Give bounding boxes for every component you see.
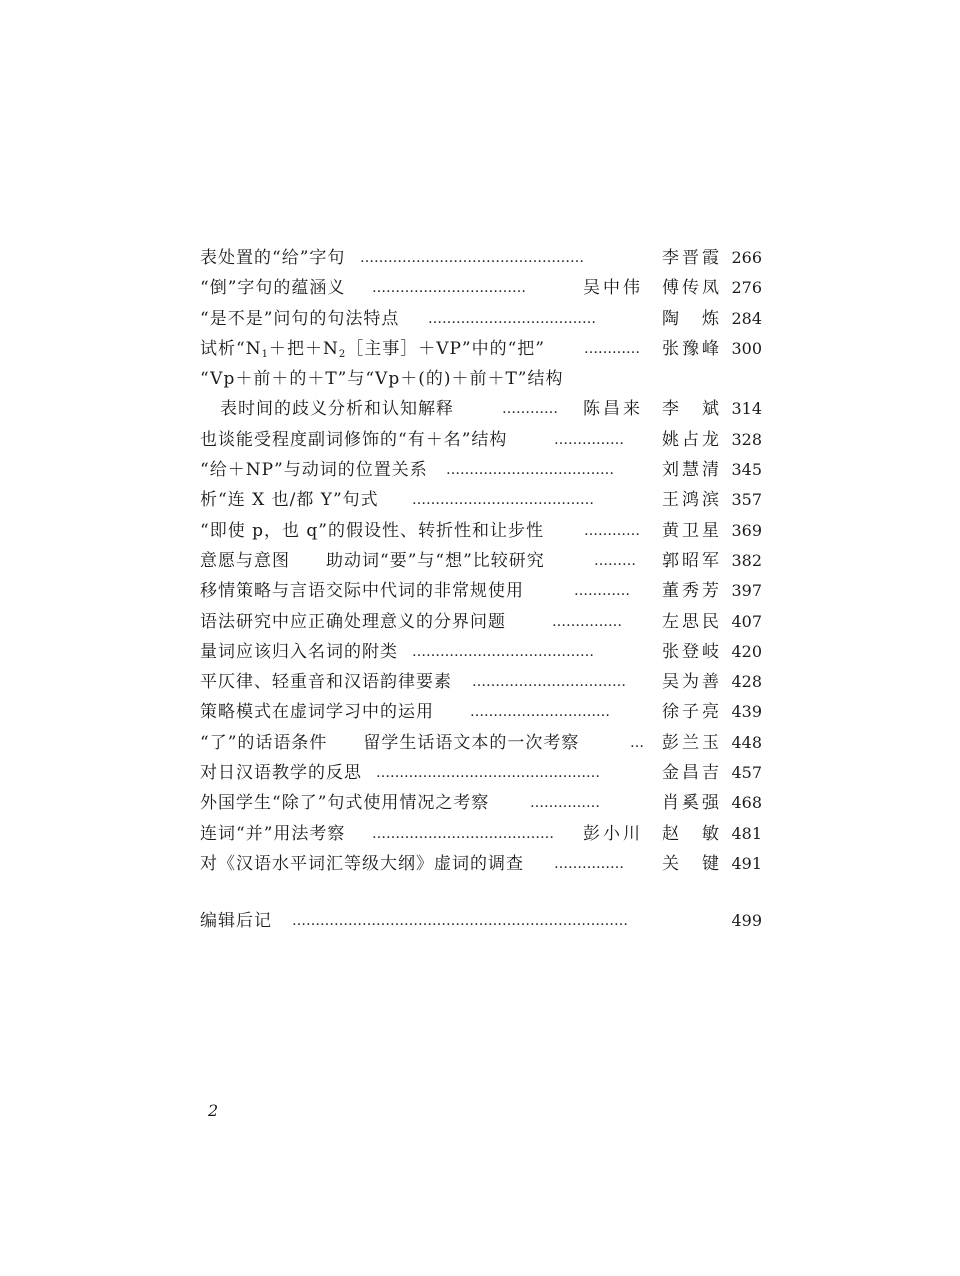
toc-entry[interactable] — [200, 607, 762, 637]
entry-page: 457 — [731, 763, 762, 783]
leader-dots: ………………………………… — [412, 643, 594, 660]
leader-dots: ………………………………………… — [376, 765, 600, 782]
entry-author: 姚占龙 — [662, 429, 722, 450]
toc-entry[interactable] — [200, 697, 762, 727]
table-of-contents — [200, 243, 762, 879]
toc-entry[interactable] — [200, 849, 762, 879]
toc-entry[interactable] — [200, 788, 762, 818]
leader-dots: ……………………………… — [428, 310, 596, 327]
leader-dots: … — [630, 734, 644, 751]
entry-title: 对《汉语水平词汇等级大纲》虚词的调查 — [200, 853, 524, 874]
leader-dots: ………… — [502, 401, 558, 418]
subscript: 2 — [338, 348, 347, 360]
toc-entry[interactable] — [200, 819, 762, 849]
entry-title: 表处置的“给”字句 — [200, 248, 346, 268]
entry-page: 491 — [731, 853, 762, 873]
entry-author: 黄卫星 — [662, 520, 722, 541]
entry-co-author: 吴中伟 — [583, 278, 643, 299]
entry-page: 369 — [731, 520, 762, 540]
toc-entry[interactable] — [200, 758, 762, 788]
leader-dots: ………… — [584, 340, 640, 357]
entry-page: 448 — [731, 732, 762, 752]
entry-page: 407 — [731, 611, 762, 631]
entry-co-author: 彭小川 — [583, 823, 643, 844]
entry-title: 平仄律、轻重音和汉语韵律要素 — [200, 672, 452, 693]
entry-title: 量词应该归入名词的附类 — [200, 641, 398, 662]
entry-page: 328 — [731, 429, 762, 449]
entry-page: 439 — [731, 702, 762, 722]
page-number: 2 — [208, 1101, 219, 1120]
entry-page: 314 — [731, 399, 762, 419]
toc-entry[interactable] — [200, 516, 762, 546]
leader-dots: ……………………………… — [446, 462, 614, 479]
entry-page: 276 — [731, 278, 762, 298]
leader-dots: …………………………… — [372, 280, 526, 297]
entry-page: 357 — [731, 490, 762, 510]
entry-title: 意愿与意图 助动词“要”与“想”比较研究 — [200, 550, 545, 571]
leader-dots: ……………………………………………………………… — [292, 913, 628, 929]
entry-title: 策略模式在虚词学习中的运用 — [200, 702, 434, 723]
leader-dots: ……… — [594, 552, 636, 569]
entry-title: 也谈能受程度副词修饰的“有＋名”结构 — [200, 429, 508, 450]
entry-title: 语法研究中应正确处理意义的分界问题 — [200, 611, 506, 632]
subscript: 1 — [261, 348, 269, 360]
leader-dots: ………… — [574, 583, 630, 600]
entry-title: 连词“并”用法考察 — [200, 823, 346, 844]
entry-author: 李 斌 — [662, 399, 722, 420]
leader-dots: …………… — [530, 795, 600, 812]
entry-author: 刘慧清 — [662, 460, 722, 481]
entry-title: “倒”字句的蕴涵义 — [200, 278, 346, 299]
leader-dots: ………… — [584, 522, 640, 539]
entry-title: “即使 p，也 q”的假设性、转折性和让步性 — [200, 520, 544, 541]
entry-author: 肖奚强 — [662, 793, 722, 814]
entry-title: “是不是”问句的句法特点 — [200, 308, 400, 329]
entry-title-continued: 表时间的歧义分析和认知解释 — [220, 399, 454, 420]
entry-page: 266 — [731, 248, 762, 267]
toc-entry[interactable] — [200, 576, 762, 606]
entry-title: 对日汉语教学的反思 — [200, 763, 362, 784]
leader-dots: …………… — [554, 855, 624, 872]
leader-dots: …………… — [554, 431, 624, 448]
toc-entry[interactable] — [200, 273, 762, 303]
entry-title: “给＋NP”与动词的位置关系 — [200, 460, 428, 481]
toc-entry[interactable] — [200, 637, 762, 667]
leader-dots: ………………………… — [470, 704, 610, 721]
leader-dots: ………………………………… — [412, 492, 594, 509]
entry-page: 382 — [731, 550, 762, 570]
entry-title: “Vp＋前＋的＋T”与“Vp＋(的)＋前＋T”结构 — [200, 369, 564, 390]
entry-page: 397 — [731, 581, 762, 601]
entry-author: 陶 炼 — [662, 308, 722, 329]
entry-page: 468 — [731, 793, 762, 813]
entry-title: 析“连 X 也/都 Y”句式 — [200, 490, 379, 511]
toc-entry[interactable] — [200, 304, 762, 334]
toc-entry[interactable] — [200, 485, 762, 515]
entry-author: 张登岐 — [662, 641, 722, 662]
entry-author: 董秀芳 — [662, 581, 722, 602]
toc-entry[interactable] — [200, 728, 762, 758]
entry-title: 外国学生“除了”句式使用情况之考察 — [200, 793, 490, 814]
entry-author: 王鸿滨 — [662, 490, 722, 511]
title-part: ［主事］＋VP”中的“把” — [346, 338, 545, 359]
entry-author: 左思民 — [662, 611, 722, 632]
entry-co-author: 陈昌来 — [583, 399, 643, 420]
title-part: ＋把＋N — [268, 338, 339, 359]
toc-entry[interactable] — [200, 546, 762, 576]
toc-entry[interactable] — [200, 425, 762, 455]
entry-title: 移情策略与言语交际中代词的非常规使用 — [200, 581, 524, 602]
entry-page: 345 — [731, 460, 762, 480]
entry-author: 彭兰玉 — [662, 732, 722, 753]
entry-page: 481 — [731, 823, 762, 843]
leader-dots: …………… — [552, 613, 622, 630]
entry-page: 300 — [731, 338, 762, 358]
entry-author: 吴为善 — [662, 672, 722, 693]
title-part: 试析“N — [200, 338, 262, 359]
toc-entry[interactable] — [200, 243, 762, 273]
entry-author: 赵 敏 — [662, 823, 722, 844]
entry-author: 傅传凤 — [662, 278, 722, 299]
entry-page: 499 — [731, 911, 762, 930]
entry-title: “了”的话语条件 留学生话语文本的一次考察 — [200, 732, 580, 753]
entry-author: 张豫峰 — [662, 338, 722, 359]
toc-entry[interactable] — [200, 334, 762, 364]
leader-dots: ………………………………………… — [360, 250, 584, 266]
toc-entry[interactable] — [200, 364, 762, 394]
leader-dots: ………………………………… — [372, 825, 554, 842]
toc-entry-afterword[interactable] — [200, 906, 762, 936]
entry-author: 金昌吉 — [662, 763, 722, 784]
toc-entry[interactable] — [200, 455, 762, 485]
entry-page: 420 — [731, 641, 762, 661]
entry-author: 徐子亮 — [662, 702, 722, 723]
toc-entry[interactable] — [200, 667, 762, 697]
entry-author: 郭昭军 — [662, 550, 722, 571]
leader-dots: …………………………… — [472, 674, 626, 691]
entry-title: 编辑后记 — [200, 911, 272, 931]
entry-page: 284 — [731, 308, 762, 328]
entry-page: 428 — [731, 672, 762, 692]
entry-author: 李晋霞 — [662, 248, 722, 268]
toc-entry[interactable] — [200, 394, 762, 424]
entry-author: 关 键 — [662, 853, 722, 874]
